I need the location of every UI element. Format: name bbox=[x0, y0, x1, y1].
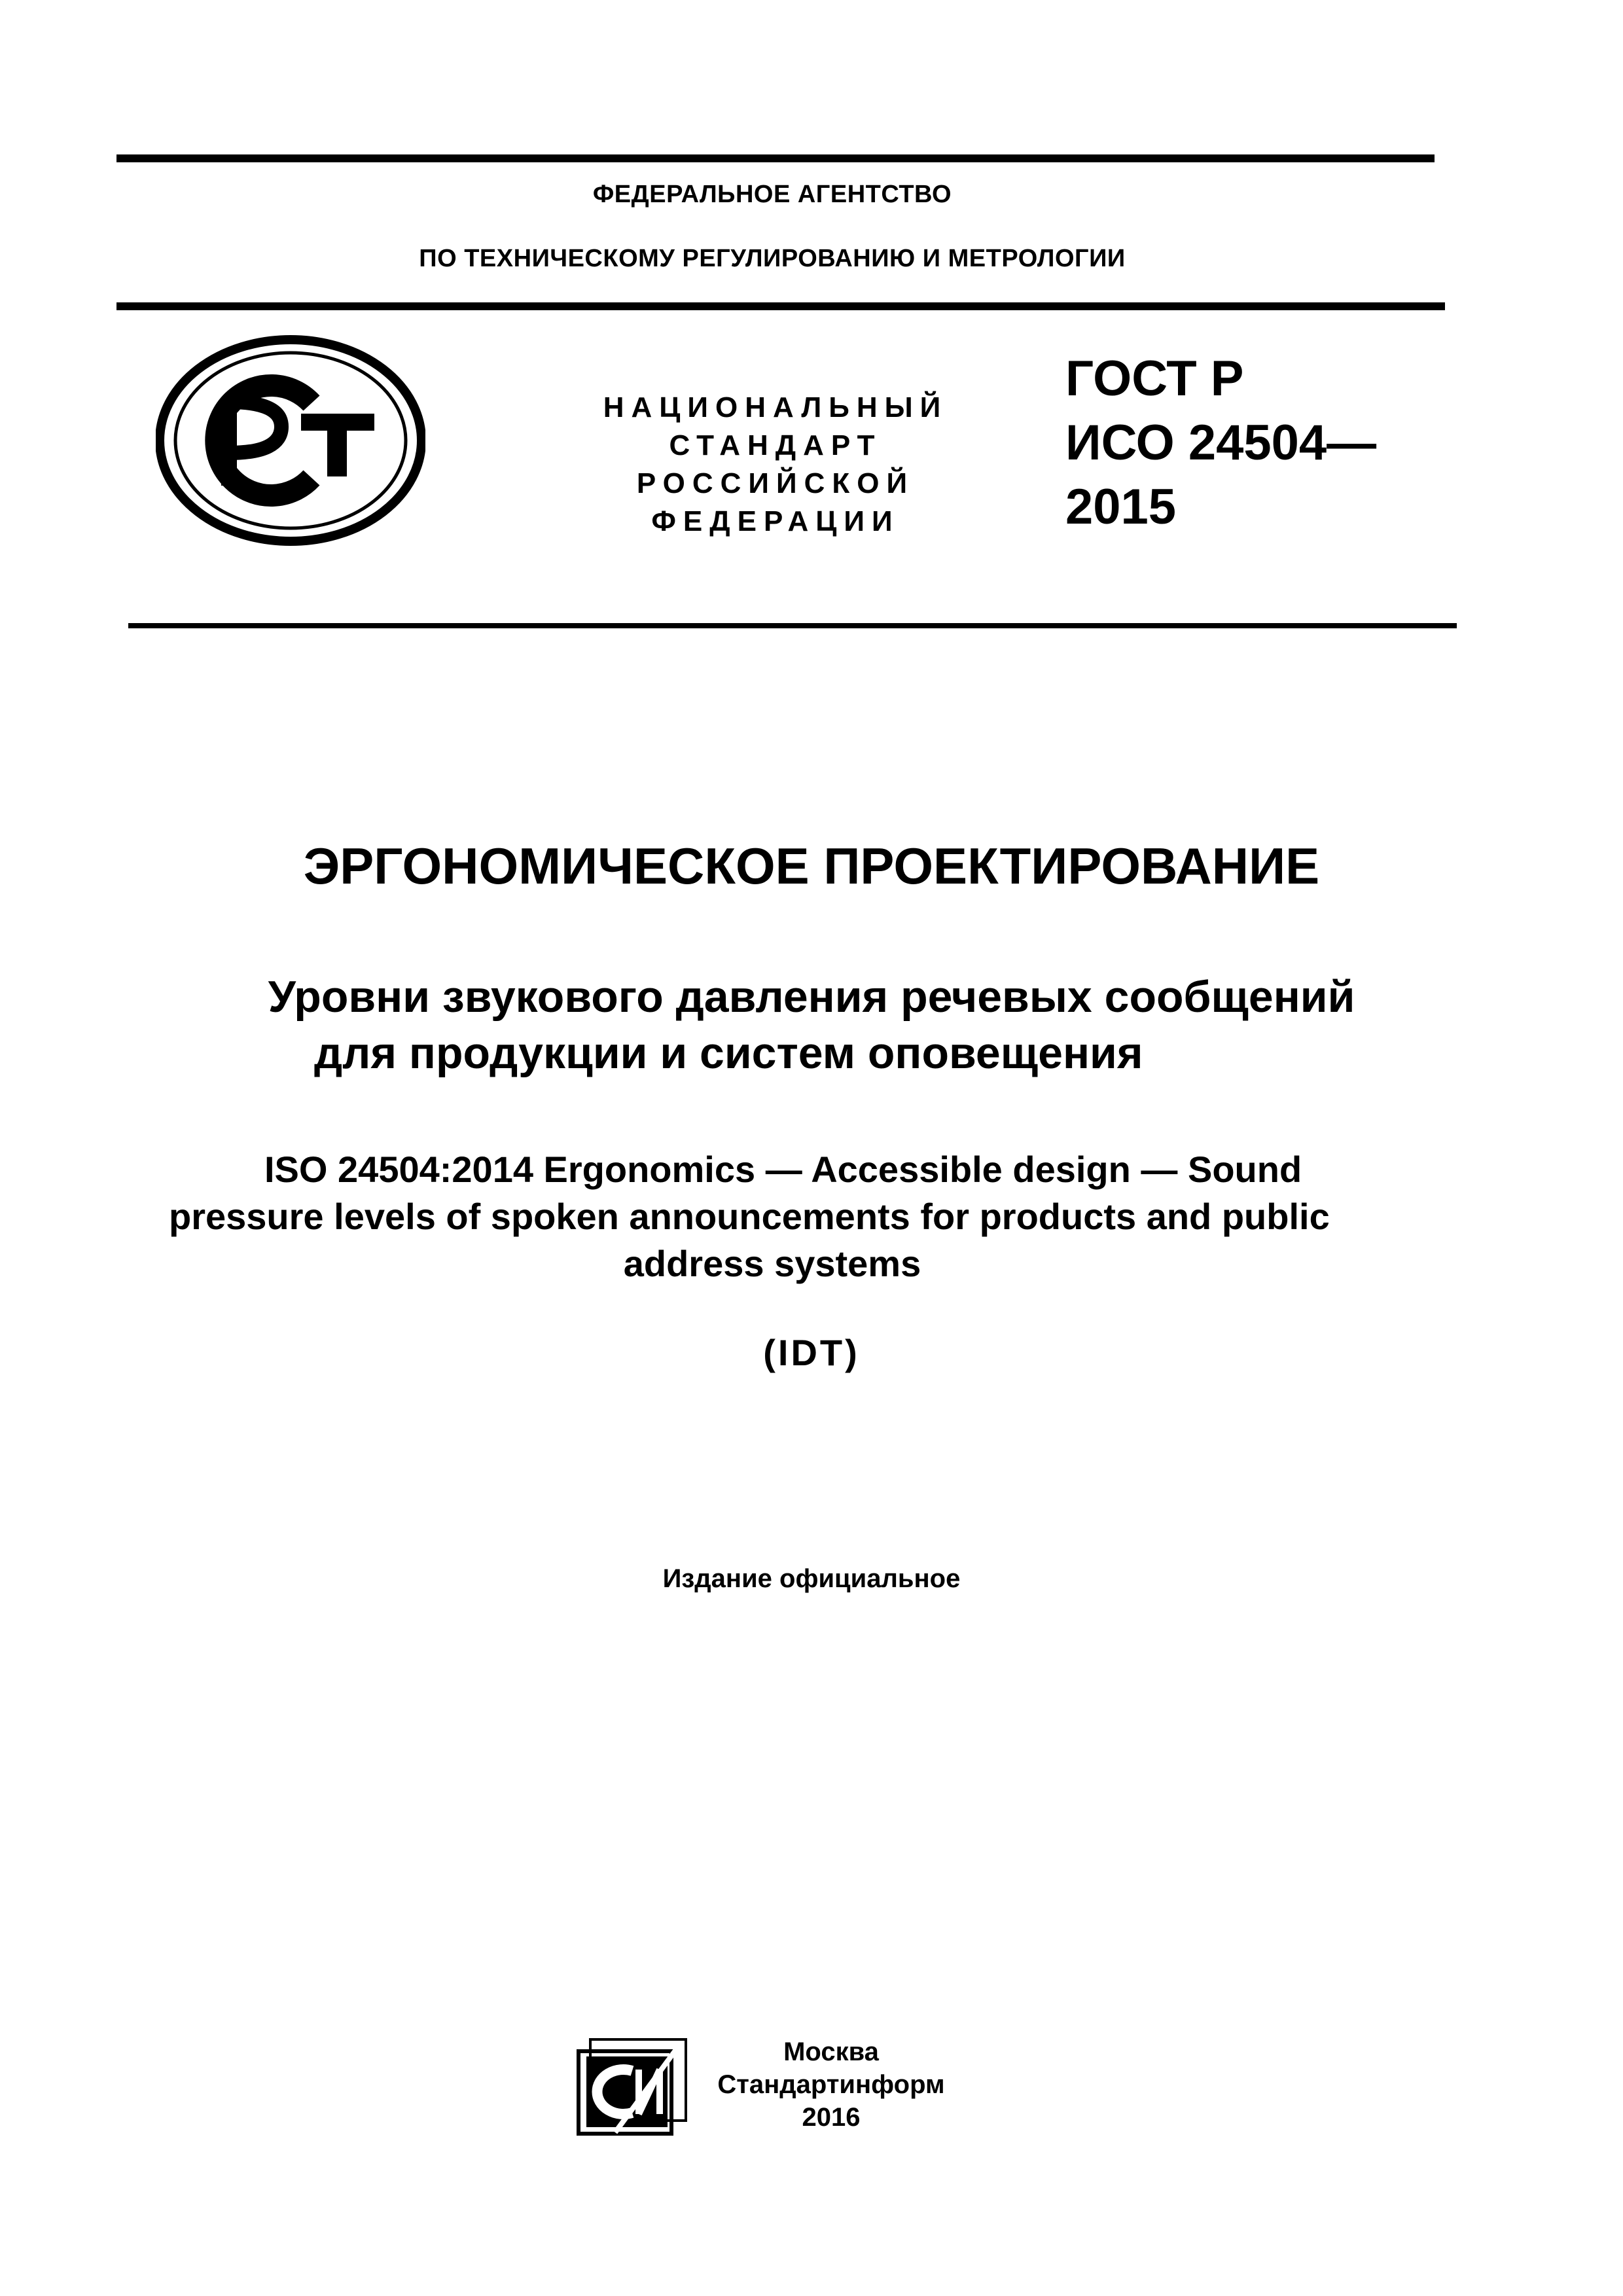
publisher-city: Москва bbox=[783, 2037, 879, 2066]
publication-year: 2016 bbox=[802, 2103, 861, 2132]
rst-certification-logo bbox=[156, 335, 425, 546]
agency-name-line-2: ПО ТЕХНИЧЕСКОМУ РЕГУЛИРОВАНИЮ И МЕТРОЛОГИИ bbox=[419, 245, 1126, 272]
iso-reference-line-1: ISO 24504:2014 Ergonomics — Accessible design — Sound bbox=[264, 1149, 1302, 1190]
standard-type-line-4: ФЕДЕРАЦИИ bbox=[651, 505, 900, 537]
standard-type-line-1: НАЦИОНАЛЬНЫЙ bbox=[603, 391, 948, 423]
title-block-rule bbox=[128, 623, 1457, 628]
standard-type-line-3: РОССИЙСКОЙ bbox=[636, 467, 915, 499]
publisher-block bbox=[707, 2036, 955, 2134]
standartinform-logo bbox=[576, 2037, 688, 2136]
designation-line-2: ИСО 24504— bbox=[1065, 415, 1377, 471]
iso-reference-line-2: pressure levels of spoken announcements for products and public bbox=[169, 1196, 1330, 1237]
document-subtitle-line-2: для продукции и систем оповещения bbox=[314, 1028, 1143, 1078]
designation-line-3: 2015 bbox=[1065, 479, 1177, 535]
agency-name-line-1: ФЕДЕРАЛЬНОЕ АГЕНТСТВО bbox=[592, 181, 952, 208]
edition-note: Издание официальное bbox=[662, 1564, 961, 1593]
iso-reference-line-3: address systems bbox=[623, 1243, 921, 1284]
standard-designation bbox=[1065, 347, 1376, 539]
rst-logo-lettering: РСТ bbox=[156, 335, 157, 336]
equivalence-designation: (IDT) bbox=[763, 1332, 860, 1373]
header-bottom-rule bbox=[116, 302, 1445, 310]
designation-line-1: ГОСТ Р bbox=[1065, 351, 1244, 406]
header-top-rule bbox=[116, 154, 1435, 162]
document-subtitle-line-1: Уровни звукового давления речевых сообщений bbox=[268, 972, 1355, 1022]
standard-type-block bbox=[563, 389, 988, 541]
publisher-name: Стандартинформ bbox=[717, 2070, 945, 2099]
document-main-title: ЭРГОНОМИЧЕСКОЕ ПРОЕКТИРОВАНИЕ bbox=[303, 837, 1320, 895]
standard-type-line-2: СТАНДАРТ bbox=[669, 429, 882, 461]
